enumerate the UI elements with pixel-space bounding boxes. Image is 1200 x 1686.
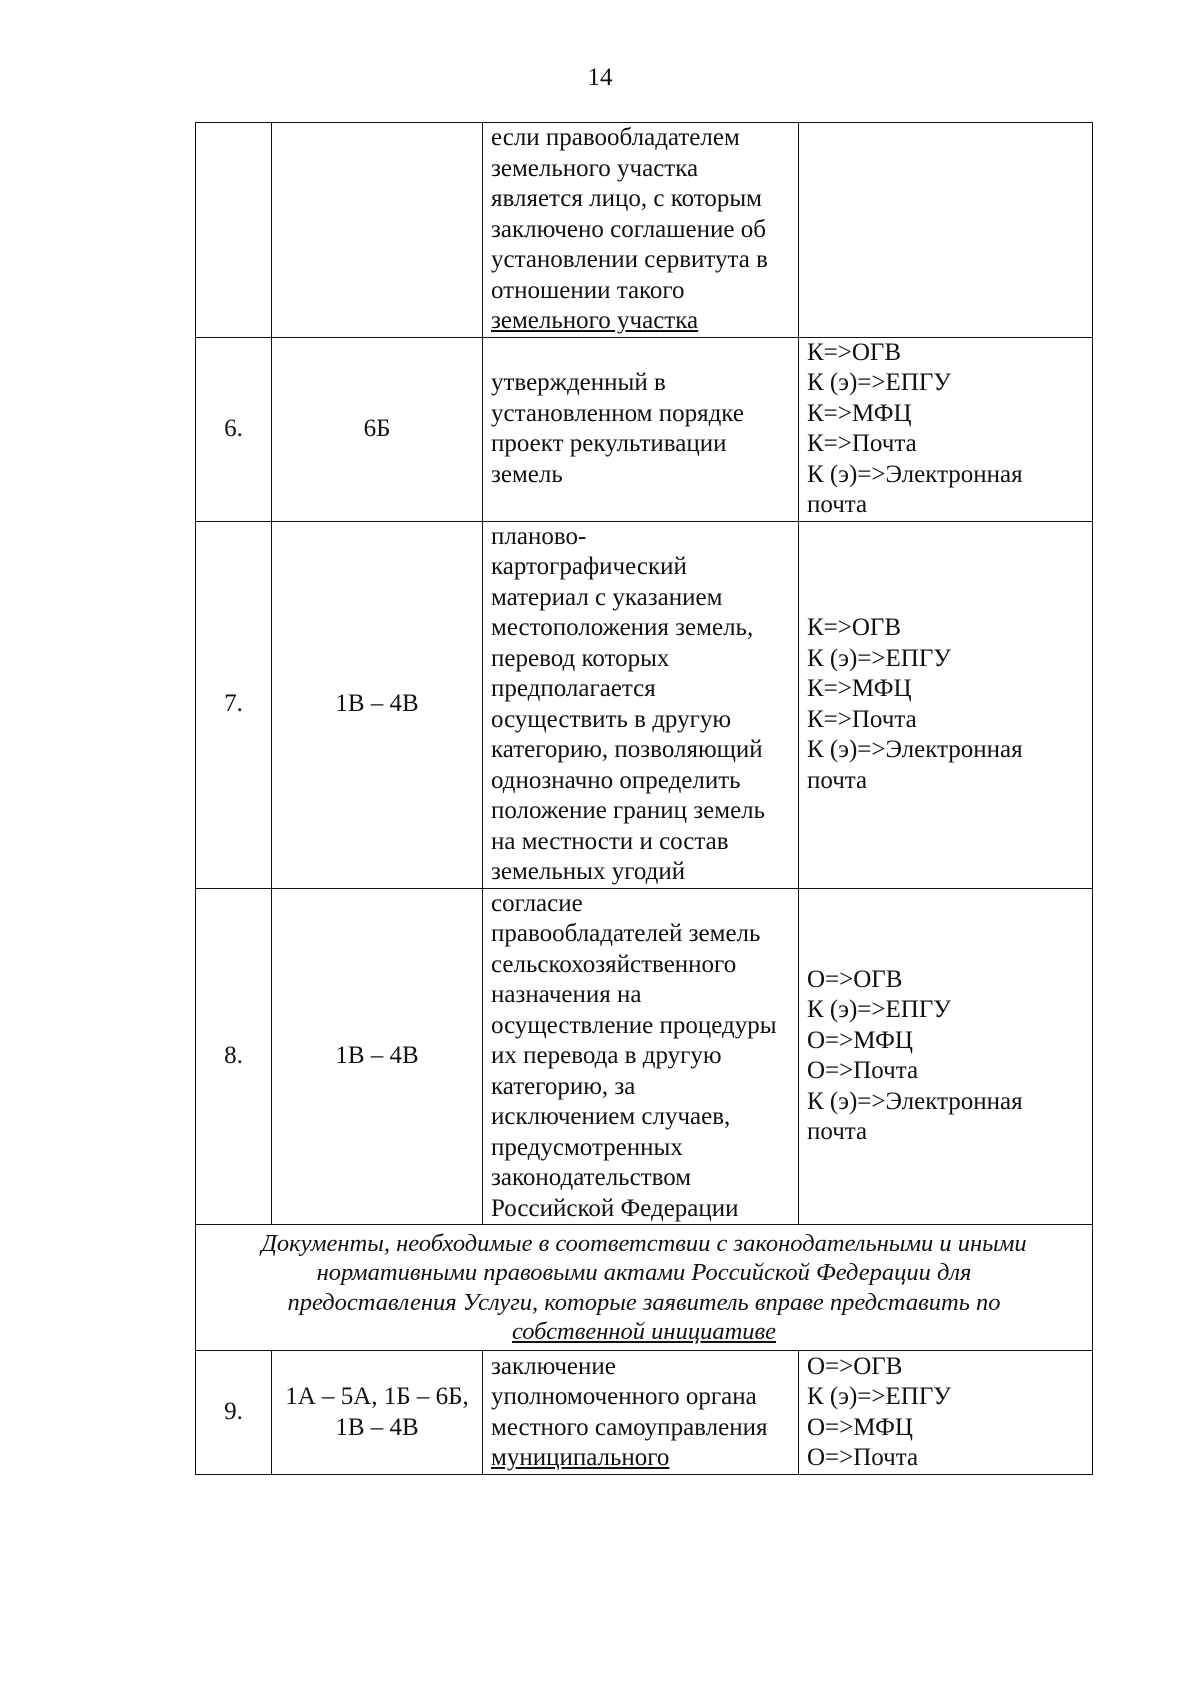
description-line: земельного участка — [491, 307, 699, 334]
delivery-line: К (э)=>Электронная — [807, 1087, 1023, 1115]
code-line: 1В – 4В — [335, 1413, 419, 1441]
delivery-line: К=>Почта — [807, 430, 917, 457]
description-line: положение границ земель — [491, 797, 766, 824]
description-line: установленном порядке — [491, 399, 744, 427]
delivery-line: О=>МФЦ — [807, 1026, 913, 1054]
description-line: отношении такого — [491, 276, 685, 304]
delivery-line: К=>МФЦ — [807, 675, 912, 702]
section-heading-line: Документы, необходимые в соответствии с законодательными и иными — [261, 1229, 1027, 1257]
table-row — [196, 888, 1093, 1225]
section-heading — [196, 1225, 1093, 1351]
delivery-line: К=>Почта — [807, 705, 917, 733]
row-number-cell: 7. — [196, 521, 272, 888]
description-line: предполагается — [491, 675, 656, 702]
description-line: картографический — [491, 553, 687, 580]
description-line: законодательством — [491, 1164, 692, 1191]
delivery-line: К=>МФЦ — [807, 399, 912, 427]
delivery-line: О=>ОГВ — [807, 965, 903, 993]
description-line: категорию, за — [491, 1072, 636, 1100]
description-line: установлении сервитута в — [491, 246, 768, 273]
table-row — [196, 1351, 1093, 1475]
row-description-cell — [483, 888, 799, 1225]
table-row — [196, 123, 1093, 338]
description-line: планово- — [491, 522, 587, 550]
section-heading-line: собственной инициативе — [511, 1318, 777, 1345]
description-line: заключение — [491, 1352, 616, 1380]
description-line: уполномоченного органа — [491, 1383, 757, 1410]
description-line: земельных угодий — [491, 858, 686, 885]
documents-table — [195, 122, 1093, 1475]
section-heading-line: предоставления Услуги, которые заявитель вправе представить по — [287, 1288, 1001, 1316]
section-heading-line: нормативными правовыми актами Российской Федерации для — [316, 1259, 972, 1286]
row-description-cell — [483, 521, 799, 888]
delivery-line: К=>ОГВ — [807, 614, 902, 641]
description-line: назначения на — [491, 981, 642, 1008]
row-code-cell — [272, 123, 483, 338]
description-line: их перевода в другую — [491, 1042, 722, 1069]
description-line: однозначно определить — [491, 766, 741, 794]
row-delivery-cell — [799, 521, 1093, 888]
description-line: категорию, позволяющий — [491, 736, 763, 763]
delivery-line: К=>ОГВ — [807, 338, 902, 366]
delivery-line: почта — [807, 1118, 868, 1146]
row-delivery-cell — [799, 337, 1093, 521]
code-line: 1А – 5А, 1Б – 6Б, — [285, 1383, 469, 1410]
description-line: исключением случаев, — [491, 1103, 731, 1130]
description-line: если правообладателем — [491, 124, 740, 151]
row-number-cell: 8. — [196, 888, 272, 1225]
table-row — [196, 337, 1093, 521]
delivery-line: К (э)=>ЕПГУ — [807, 996, 951, 1024]
delivery-line: К (э)=>Электронная — [807, 736, 1023, 763]
description-line: правообладателей земель — [491, 920, 761, 947]
row-number-cell — [196, 123, 272, 338]
description-line: Российской Федерации — [491, 1194, 739, 1222]
description-line: проект рекультивации — [491, 430, 727, 457]
page-number: 14 — [587, 64, 613, 91]
delivery-line: К (э)=>ЕПГУ — [807, 369, 951, 396]
description-line: осуществить в другую — [491, 705, 732, 733]
row-code-cell: 1В – 4В — [272, 888, 483, 1225]
section-heading-row — [196, 1225, 1093, 1351]
description-line: сельскохозяйственного — [491, 950, 737, 978]
description-line: земельного участка — [491, 154, 699, 182]
delivery-line: К (э)=>Электронная — [807, 460, 1023, 488]
delivery-line: О=>Почта — [807, 1057, 919, 1085]
delivery-line: О=>ОГВ — [807, 1352, 903, 1380]
row-delivery-cell — [799, 1351, 1093, 1475]
description-line: согласие — [491, 889, 583, 917]
description-line: осуществление процедуры — [491, 1011, 777, 1039]
delivery-line: О=>МФЦ — [807, 1413, 913, 1441]
description-line: заключено соглашение об — [491, 215, 766, 243]
description-line: предусмотренных — [491, 1133, 683, 1161]
row-number-cell: 9. — [196, 1351, 272, 1475]
delivery-line: почта — [807, 766, 868, 794]
row-description-cell — [483, 1351, 799, 1475]
delivery-line: К (э)=>ЕПГУ — [807, 644, 951, 672]
row-description-cell — [483, 123, 799, 338]
delivery-line: почта — [807, 491, 868, 518]
row-code-cell: 1В – 4В — [272, 521, 483, 888]
description-line: муниципального — [491, 1444, 670, 1471]
row-delivery-cell — [799, 888, 1093, 1225]
description-line: перевод которых — [491, 644, 670, 672]
description-line: на местности и состав — [491, 827, 729, 855]
description-line: материал с указанием — [491, 583, 723, 611]
row-description-cell — [483, 337, 799, 521]
description-line: является лицо, с которым — [491, 185, 762, 212]
delivery-line: О=>Почта — [807, 1444, 919, 1471]
description-line: земель — [491, 460, 563, 488]
description-line: утвержденный в — [491, 369, 666, 396]
row-code-cell — [272, 1351, 483, 1475]
table-row — [196, 521, 1093, 888]
row-delivery-cell — [799, 123, 1093, 338]
description-line: местоположения земель, — [491, 614, 754, 641]
row-number-cell: 6. — [196, 337, 272, 521]
description-line: местного самоуправления — [491, 1413, 768, 1441]
row-code-cell: 6Б — [272, 337, 483, 521]
delivery-line: К (э)=>ЕПГУ — [807, 1383, 951, 1410]
